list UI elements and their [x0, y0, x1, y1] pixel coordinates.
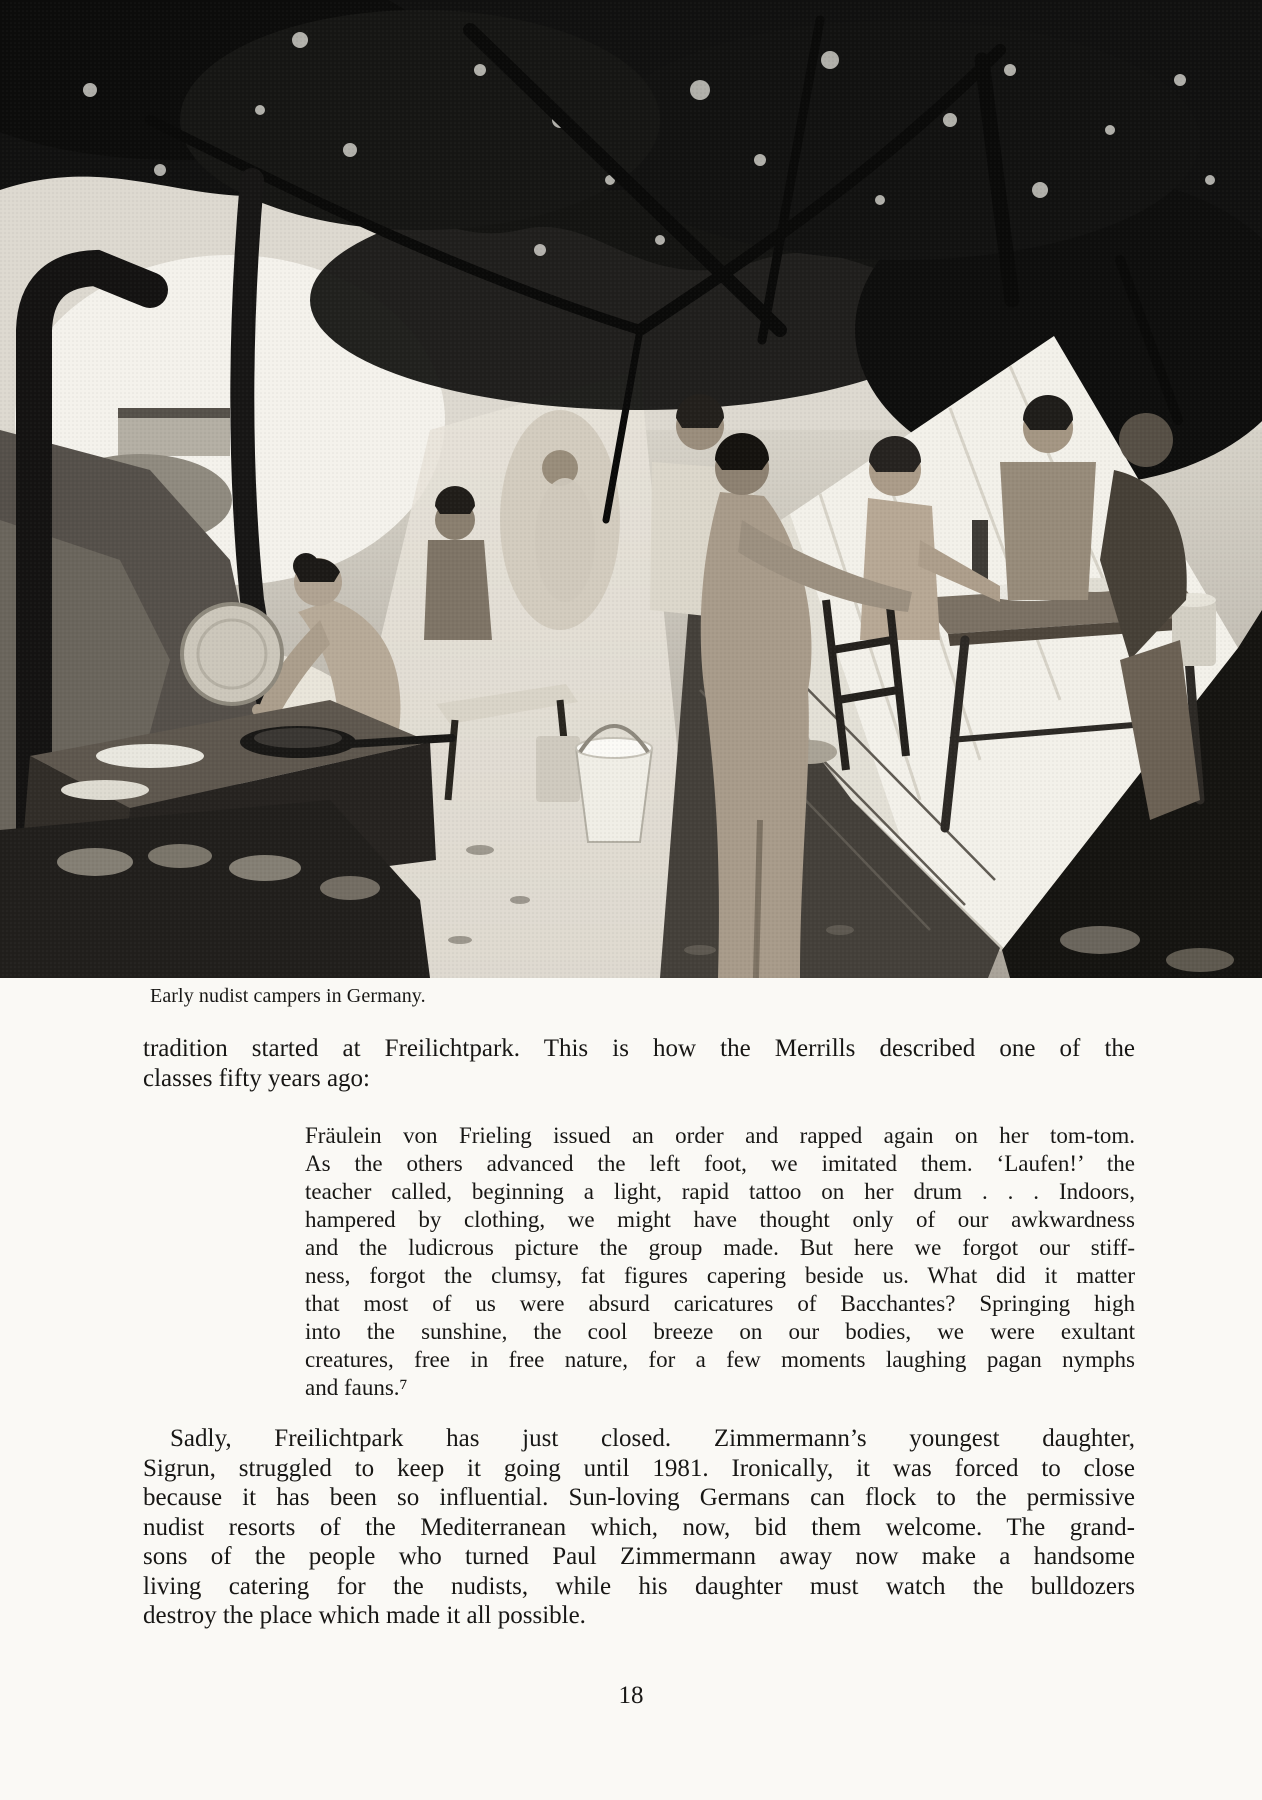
photo-caption: Early nudist campers in Germany.: [150, 985, 426, 1007]
paragraph-intro: tradition started at Freilichtpark. This is how the Merrills described one of the classes fifty years ago:: [143, 1035, 1135, 1092]
blockquote-merrills: Fräulein von Frieling issued an order and rapped again on her tom-tom. As the others advanced the left foot, we imitated them. ‘Laufen!’ the teacher called, beginning a light, rapid tattoo on her drum . . . Indoors, hampered by clothing, we might have thought only of our awkwardness and the ludicrous picture the group made. But here we forgot our stiff- ness, forgot the clumsy, fat figures capering beside us. What did it matter that most of us were absurd caricatures of Bacchantes? Springing high into the sunshine, the cool breeze on our bodies, we were exultant creatures, free in free nature, for a few moments laughing pagan nymphs and fauns.⁷: [305, 1123, 1135, 1400]
page-number: 18: [618, 1682, 644, 1709]
paragraph-closing: Sadly, Freilichtpark has just closed. Zimmermann’s youngest daughter, Sigrun, struggled to keep it going until 1981. Ironically, it was forced to close because it has been so influential. Sun-loving Germans can flock to the permissive nudist resorts of the Mediterranean which, now, bid them welcome. The grand- sons of the people who turned Paul Zimmermann away now make a handsome living catering for the nudists, while his daughter must watch the bulldozers destroy the place which made it all possible.: [143, 1425, 1135, 1629]
